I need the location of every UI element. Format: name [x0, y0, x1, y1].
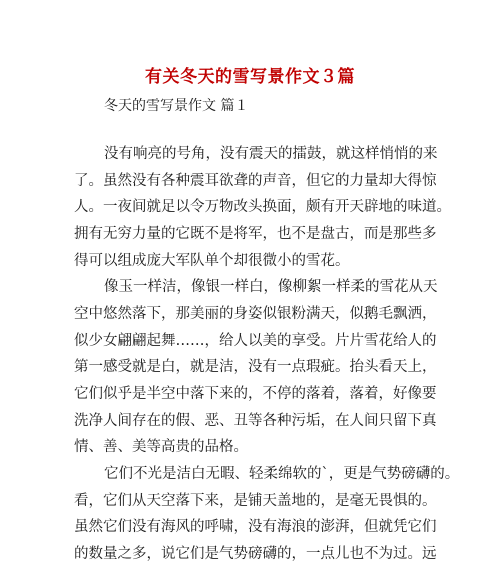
paragraph-line: 情、善、美等高贵的品格。 — [74, 439, 248, 456]
section-heading: 冬天的雪写景作文 篇１ — [104, 98, 249, 114]
document-title: 有关冬天的雪写景作文３篇 — [145, 67, 355, 87]
paragraph-line: 得可以组成庞大军队单个却很微小的雪花。 — [74, 252, 350, 269]
paragraph-line: 像玉一样洁，像银一样白，像柳絮一样柔的雪花从天 — [104, 279, 438, 296]
paragraph-line: 空中悠然落下，那美丽的身姿似银粉满天，似鹅毛飘洒， — [74, 306, 437, 322]
paragraph-line: 人。一夜间就足以令万物改头换面，颇有开天辟地的味道。 — [74, 199, 451, 216]
paragraph-line: 的数量之多，说它们是气势磅礴的，一点儿也不为过。远 — [74, 546, 437, 562]
paragraph-line: 没有响亮的号角，没有震天的擂鼓，就这样悄悄的来 — [104, 146, 438, 162]
paragraph-line: 它们似乎是半空中落下来的，不停的落着，落着，好像要 — [74, 386, 437, 402]
paragraph-line: 似少女翩翩起舞……，给人以美的享受。片片雪花给人的 — [74, 332, 437, 349]
paragraph-line: 了。虽然没有各种震耳欲聋的声音，但它的力量却大得惊 — [74, 172, 437, 189]
paragraph-line: 看，它们从天空落下来，是铺天盖地的，是毫无畏惧的。 — [74, 492, 437, 509]
paragraph-line: 洗净人间存在的假、恶、丑等各种污垢，在人间只留下真 — [74, 412, 437, 429]
paragraph-line: 拥有无穷力量的它既不是将军，也不是盘古，而是那些多 — [74, 226, 437, 242]
paragraph-line: 虽然它们没有海风的呼啸，没有海浪的澎湃，但就凭它们 — [74, 519, 437, 536]
paragraph-line: 第一感受就是白，就是洁，没有一点瑕疵。抬头看天上， — [74, 359, 437, 376]
paragraph-line: 它们不光是洁白无暇、轻柔绵软的`，更是气势磅礴的。 — [104, 466, 460, 482]
